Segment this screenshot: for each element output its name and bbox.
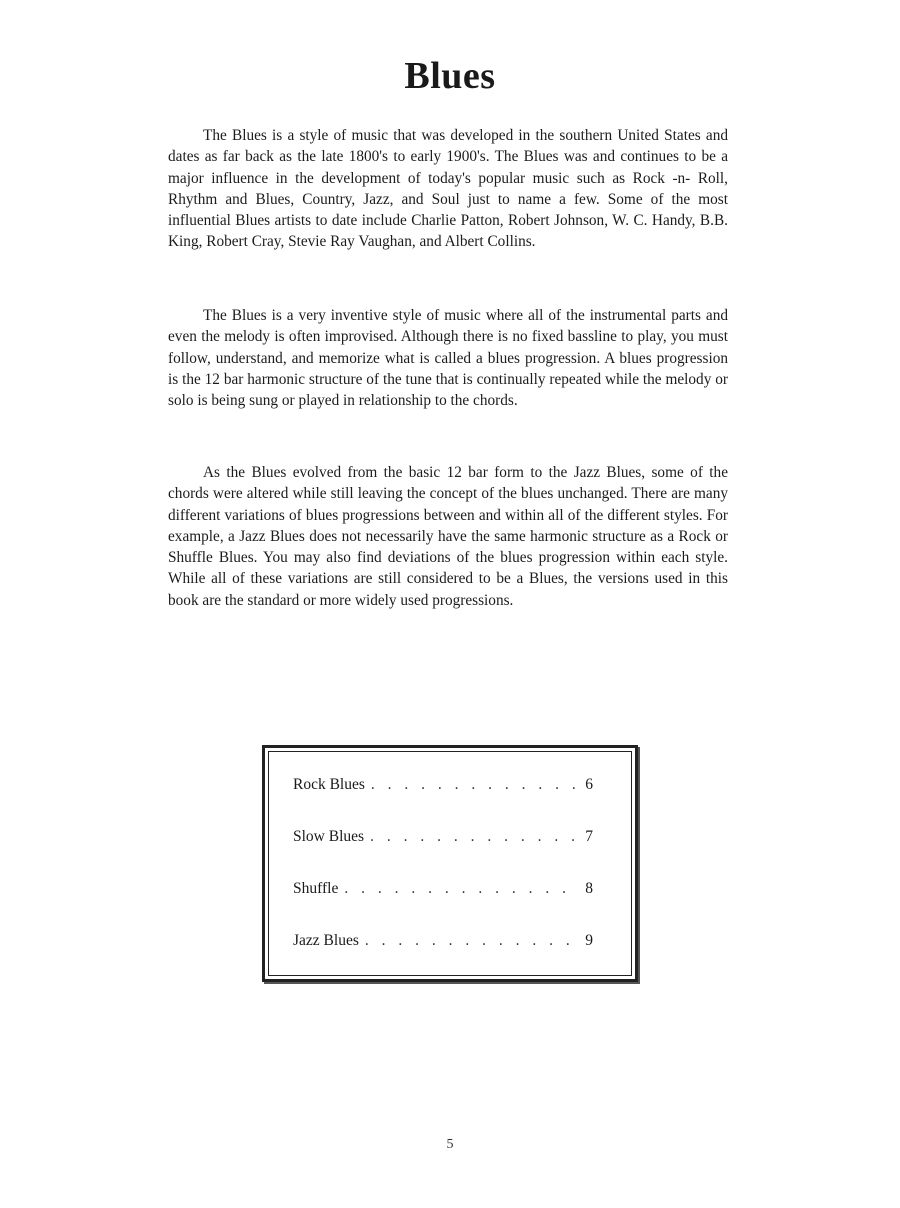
toc-entry-label: Jazz Blues: [293, 932, 359, 949]
toc-entry-label: Shuffle: [293, 880, 339, 897]
improvisation-paragraph: The Blues is a very inventive style of music where all of the instrumental parts and even the melody is often improvised. Although there is no fixed bassline to play, you must follow, understand, and memorize what is called a blues progression. A blues progression is the 12 bar harmonic structure of the tune that is continually repeated while the melody or solo is being sung or played in relationship to the chords.: [168, 307, 728, 410]
toc-entry-jazz-blues[interactable]: [293, 932, 593, 950]
variations-paragraph: As the Blues evolved from the basic 12 bar form to the Jazz Blues, some of the chords were altered while still leaving the concept of the blues unchanged. There are many different variations of blues progressions between and within all of the different styles. For example, a Jazz Blues does not necessarily have the same harmonic structure as a Rock or Shuffle Blues. You may also find deviations of the blues progression within each style. While all of these variations are still considered to be a Blues, the versions used in this book are the standard or more widely used progressions.: [168, 464, 728, 609]
toc-entry-slow-blues[interactable]: [293, 828, 593, 846]
table-of-contents-box: [262, 745, 638, 982]
page-number: 5: [446, 1137, 454, 1152]
toc-leader-dots: [371, 776, 579, 794]
table-of-contents-inner-border: [268, 751, 632, 976]
toc-leader-dots: [365, 932, 579, 950]
toc-entry-page: 7: [585, 828, 593, 845]
toc-entry-page: 8: [585, 880, 593, 897]
toc-leader-dots: [344, 880, 579, 898]
toc-entry-shuffle[interactable]: [293, 880, 593, 898]
toc-entry-page: 9: [585, 932, 593, 949]
toc-leader-dots: [370, 828, 579, 846]
toc-entry-rock-blues[interactable]: [293, 776, 593, 794]
intro-paragraph: The Blues is a style of music that was developed in the southern United States and dates as far back as the late 1800's to early 1900's. The Blues was and continues to be a major influence in the development of today's popular music such as Rock -n- Roll, Rhythm and Blues, Country, Jazz, and Soul just to name a few. Some of the most influential Blues artists to date include Charlie Patton, Robert Johnson, W. C. Handy, B.B. King, Robert Cray, Stevie Ray Vaughan, and Albert Collins.: [168, 127, 728, 251]
page-title: Blues: [404, 55, 496, 97]
toc-entry-label: Slow Blues: [293, 828, 365, 845]
toc-entry-page: 6: [585, 776, 593, 793]
toc-entry-label: Rock Blues: [293, 776, 365, 793]
